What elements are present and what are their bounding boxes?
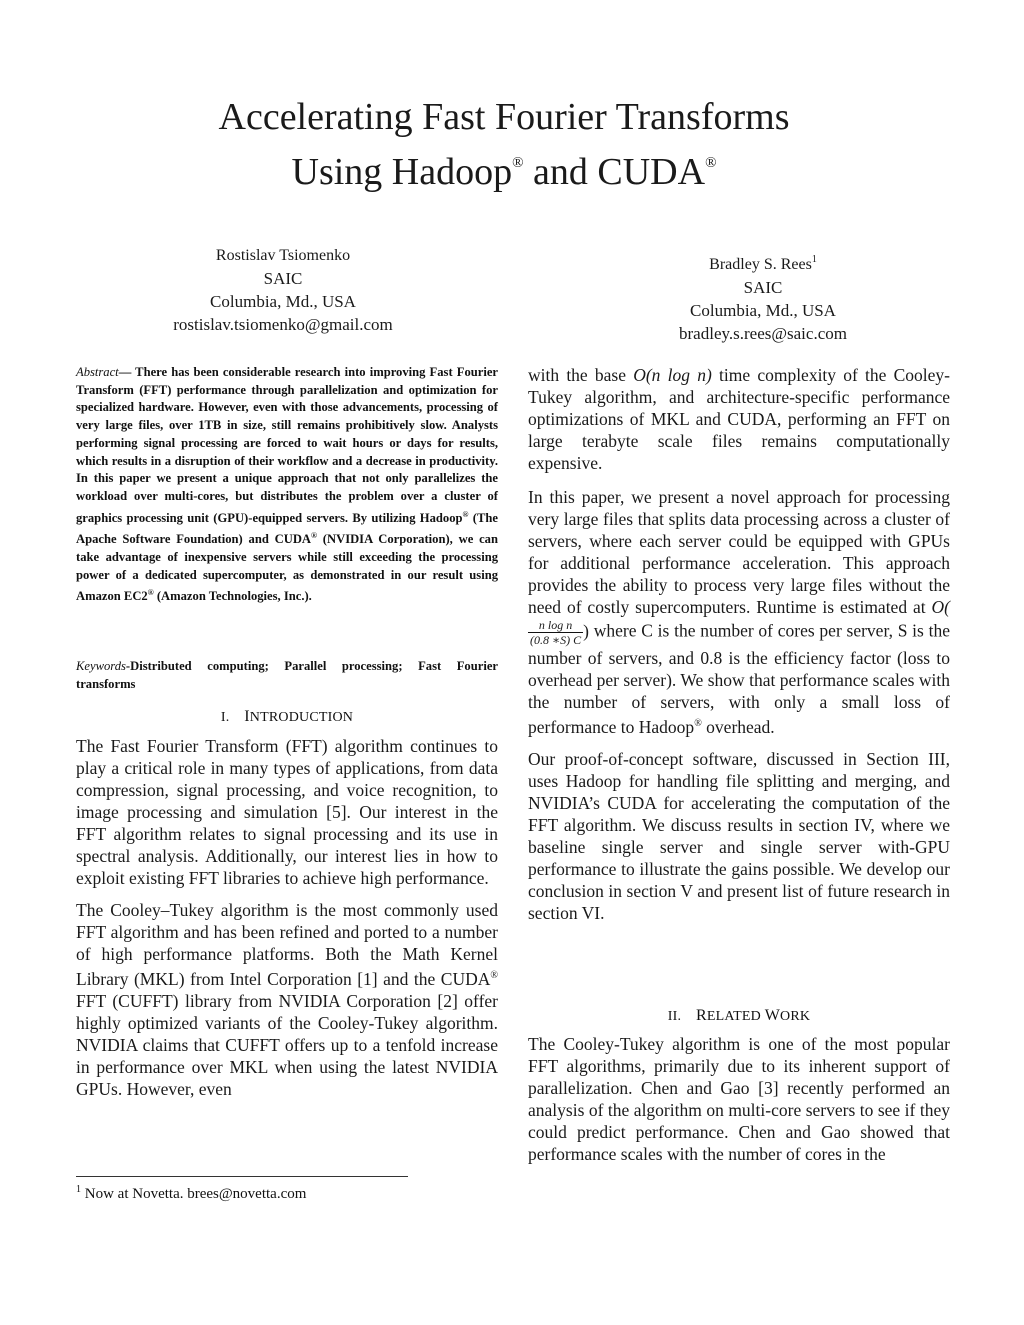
section-title-initial: R xyxy=(696,1007,707,1024)
registered-mark: ® xyxy=(705,155,717,171)
formula-close-paren: ) xyxy=(583,620,589,641)
registered-mark: ® xyxy=(462,509,469,519)
right-paragraph-2-part-b: where C is the number of cores per server, S is the number of servers, and 0.8 is the efficiency factor (loss to overhead per server). We show that performance scales with the number of servers, with only a small loss of performance to Hadoop xyxy=(528,620,950,737)
author-name xyxy=(618,248,908,276)
author-name-text: Bradley S. Rees xyxy=(709,256,812,273)
section-title-initial: I xyxy=(244,708,250,725)
registered-mark: ® xyxy=(147,588,154,598)
section-heading-introduction xyxy=(76,708,498,726)
footnote-mark: 1 xyxy=(811,254,817,265)
registered-mark: ® xyxy=(490,970,498,981)
abstract xyxy=(76,364,498,606)
title-line-1: Accelerating Fast Fourier Transforms xyxy=(218,96,790,138)
author-email: bradley.s.rees@saic.com xyxy=(679,324,847,343)
right-paragraph-3: Our proof-of-concept software, discussed in Section III, uses Hadoop for handling file splitting and merging, and NVIDIA’s CUDA for accelerating the computation of the FFT algorithm. We discuss results in section IV, where we baseline single server and single server with-GPU performance to illustrate the gains possible. We develop our conclusion in section V and present list of future research in section VI. xyxy=(528,749,950,923)
abstract-text-4: (Amazon Technologies, Inc.). xyxy=(153,589,312,604)
author-block-2 xyxy=(618,248,908,345)
title-line-2-part-a: Using Hadoop xyxy=(291,151,513,193)
author-location: Columbia, Md., USA xyxy=(690,301,836,320)
author-block-1 xyxy=(138,244,428,336)
intro-paragraph-2-part-b: FFT (CUFFT) library from NVIDIA Corporation [2] offer highly optimized variants of the Cooley-Tukey algorithm. NVIDIA claims that CUFFT offers up to a tenfold increase in performance over MKL when using the latest NVIDIA GPUs. However, even xyxy=(76,991,498,1099)
registered-mark: ® xyxy=(512,155,524,171)
section-heading-related-work xyxy=(528,1007,950,1025)
author-name: Rostislav Tsiomenko xyxy=(215,247,351,264)
abstract-label: Abstract xyxy=(76,365,119,379)
author-location: Columbia, Md., USA xyxy=(210,292,356,311)
keywords-text: -Distributed computing; Parallel processing; Fast Fourier transforms xyxy=(76,659,498,691)
paper-title xyxy=(0,94,1008,195)
right-column-body xyxy=(528,364,950,924)
right-paragraph-2-part-c: overhead. xyxy=(701,717,775,737)
left-column-body xyxy=(76,735,498,1100)
section-title-rest-2: ORK xyxy=(780,1009,811,1024)
right-paragraph-1-part-a: with the base xyxy=(528,365,634,385)
title-line-2 xyxy=(0,140,1008,195)
section-number: I. xyxy=(220,710,230,725)
intro-paragraph-2-part-a: The Cooley–Tukey algorithm is the most commonly used FFT algorithm and has been refined and ported to a number of high performance platforms. Both the Math Kernel Library (MKL) from Intel Corporation [1] and the CUDA xyxy=(76,900,498,989)
footnote xyxy=(76,1184,306,1203)
author-affiliation: SAIC xyxy=(743,278,783,297)
formula-denominator: (0.8 ∗S) C xyxy=(530,633,582,647)
intro-paragraph-1: The Fast Fourier Transform (FFT) algorithm continues to play a critical role in many types of applications, from data compression, signal processing, and voice recognition, to image processing and simulation [5]. Our interest in the FFT algorithm relates to signal processing and its use in spectral analysis. Additionally, our interest lies in how to exploit existing FFT libraries to achieve high performance. xyxy=(76,736,498,888)
keywords xyxy=(76,658,498,693)
keywords-label: Keywords xyxy=(76,659,126,673)
registered-mark: ® xyxy=(694,718,702,729)
abstract-text-3: (NVIDIA Corporation), we can take advantage of inexpensive servers while still exceeding the processing power of a dedicated supercomputer, as demonstrated in our result using Amazon EC2 xyxy=(76,532,498,604)
formula-big-o: O( xyxy=(931,597,950,617)
author-email: rostislav.tsiomenko@gmail.com xyxy=(173,315,393,334)
related-work-body xyxy=(528,1033,950,1165)
formula-fraction xyxy=(528,618,583,647)
section-title-rest: NTRODUCTION xyxy=(249,710,354,725)
section-title-rest: ELATED xyxy=(706,1009,765,1024)
footnote-divider xyxy=(76,1176,408,1177)
footnote-mark: 1 xyxy=(76,1184,81,1195)
registered-mark: ® xyxy=(311,531,317,541)
author-affiliation: SAIC xyxy=(263,269,303,288)
right-paragraph-2 xyxy=(528,486,950,738)
right-paragraph-2-part-a: In this paper, we present a novel approach for processing very large files that splits data processing across a cluster of servers, where each server could be equipped with GPUs for additional performance acceleration. This approach provides the ability to process very large files without the need of costly supercomputers. Runtime is estimated at xyxy=(528,487,950,617)
related-work-paragraph-1: The Cooley-Tukey algorithm is one of the most popular FFT algorithms, primarily due to its inherent support of parallelization. Chen and Gao [3] recently performed an analysis of the algorithm on multi-core servers to see if they could predict performance. Chen and Gao showed that performance scales with the number of cores in the xyxy=(528,1034,950,1164)
abstract-text-1: There has been considerable research into improving Fast Fourier Transform (FFT) performance through parallelization and optimization for specialized hardware. However, even with those advancements, processing of very large files, over 1TB in size, still remains prohibitively slow. Analysts performing signal processing are forced to wait hours or days for results, which results in a disruption of their workflow and a decrease in productivity. In this paper we present a unique approach that not only parallelizes the workload over multi-cores, but distributes the problem over a cluster of graphics processing unit (GPU)-equipped servers. By utilizing Hadoop xyxy=(76,365,499,525)
footnote-text: Now at Novetta. brees@novetta.com xyxy=(81,1186,307,1202)
section-title-initial-2: W xyxy=(764,1007,781,1024)
title-line-2-part-b: and CUDA xyxy=(523,151,706,193)
intro-paragraph-2 xyxy=(76,899,498,1100)
abstract-dash: — xyxy=(118,365,136,379)
complexity-notation: O(n log n) xyxy=(633,365,712,385)
formula-numerator: n log n xyxy=(528,618,583,633)
right-paragraph-1-part-b: time complexity of the Cooley-Tukey algorithm, and architecture-specific performance optimizations of MKL and CUDA, performing an FFT on large terabyte scale files remains computationally expensive. xyxy=(528,365,951,473)
right-paragraph-1 xyxy=(528,364,950,474)
abstract-text-2: (The Apache Software Foundation) and CUDA xyxy=(76,510,498,547)
section-number: II. xyxy=(667,1009,682,1024)
